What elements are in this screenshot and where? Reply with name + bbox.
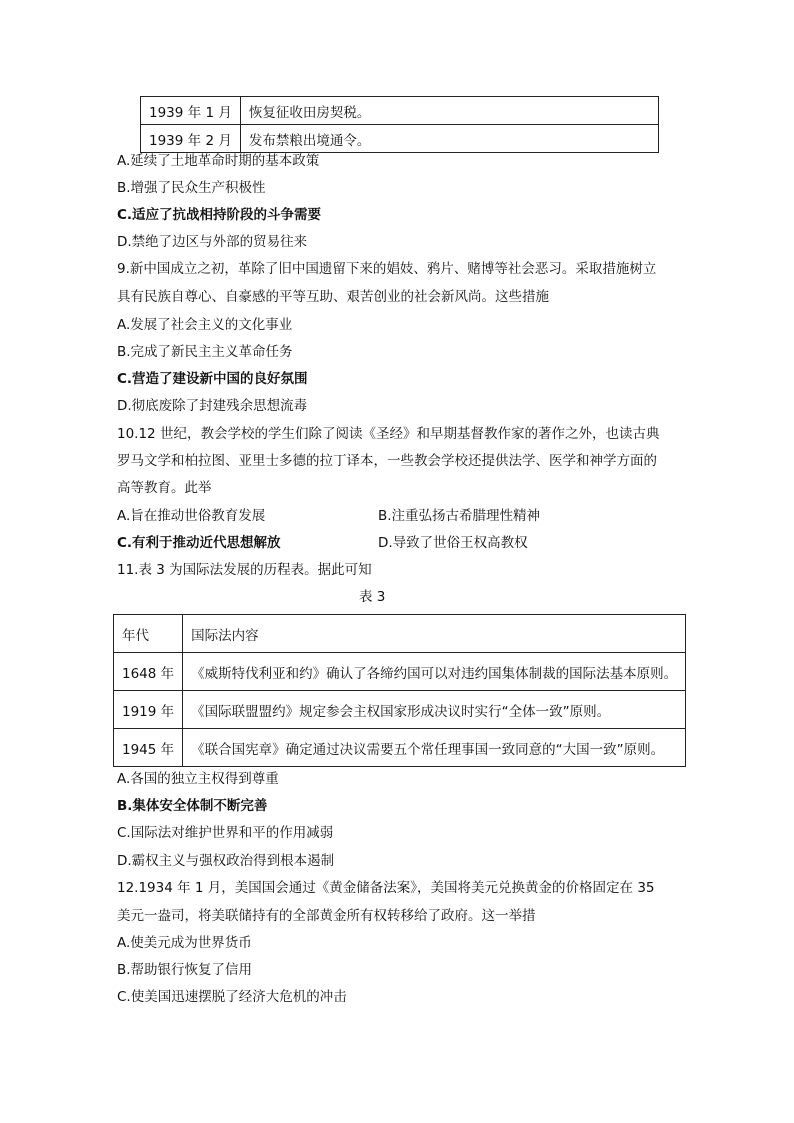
q8-option-b: B.增强了民众生产积极性 — [117, 180, 266, 196]
year-cell: 1945 年 — [114, 729, 183, 767]
q8-option-c: C.适应了抗战相持阶段的斗争需要 — [117, 207, 322, 223]
table-row — [141, 97, 659, 125]
q12-stem-line: 12.1934 年 1 月，美国国会通过《黄金储备法案》，美国将美元兑换黄金的价格固定在 35 — [117, 880, 655, 896]
q12-stem-line: 美元一盎司，将美联储持有的全部黄金所有权转移给了政府。这一举措 — [117, 908, 536, 924]
q12-option-a: A.使美元成为世界货币 — [117, 935, 252, 951]
q11-stem: 11.表 3 为国际法发展的历程表。据此可知 — [117, 562, 372, 578]
year-cell: 1648 年 — [114, 653, 183, 691]
international-law-table — [113, 614, 686, 767]
q10-option-b: B.注重弘扬古希腊理性精神 — [378, 508, 541, 524]
event-cell: 发布禁粮出境通令。 — [240, 125, 658, 153]
year-header: 年代 — [114, 615, 183, 653]
table-caption: 表 3 — [359, 589, 386, 605]
q10-stem-line: 罗马文学和柏拉图、亚里士多德的拉丁译本，一些教会学校还提供法学、医学和神学方面的 — [117, 453, 657, 469]
content-cell: 《国际联盟盟约》规定参会主权国家形成决议时实行“全体一致”原则。 — [183, 691, 686, 729]
content-header: 国际法内容 — [183, 615, 686, 653]
table-header-row — [114, 615, 686, 653]
date-cell: 1939 年 2 月 — [141, 125, 241, 153]
table-row — [114, 729, 686, 767]
q12-option-c: C.使美国迅速摆脱了经济大危机的冲击 — [117, 989, 347, 1005]
q10-stem-line: 10.12 世纪，教会学校的学生们除了阅读《圣经》和早期基督教作家的著作之外，也读古典 — [117, 426, 660, 442]
table-row — [141, 125, 659, 153]
q9-option-a: A.发展了社会主义的文化事业 — [117, 317, 293, 333]
content-cell: 《威斯特伐利亚和约》确认了各缔约国可以对违约国集体制裁的国际法基本原则。 — [183, 653, 686, 691]
q11-option-b: B.集体安全体制不断完善 — [117, 798, 268, 814]
q11-option-a: A.各国的独立主权得到尊重 — [117, 771, 279, 787]
table-row — [114, 691, 686, 729]
q10-stem-line: 高等教育。此举 — [117, 480, 212, 496]
q9-option-b: B.完成了新民主主义革命任务 — [117, 344, 293, 360]
q12-option-b: B.帮助银行恢复了信用 — [117, 962, 253, 978]
q10-option-c: C.有利于推动近代思想解放 — [117, 535, 281, 551]
q9-stem-line: 具有民族自尊心、自豪感的平等互助、艰苦创业的社会新风尚。这些措施 — [117, 289, 549, 305]
q8-option-d: D.禁绝了边区与外部的贸易往来 — [117, 234, 308, 250]
content-cell: 《联合国宪章》确定通过决议需要五个常任理事国一致同意的“大国一致”原则。 — [183, 729, 686, 767]
q9-stem-line: 9.新中国成立之初，革除了旧中国遗留下来的娼妓、鸦片、赌博等社会恶习。采取措施树立 — [117, 261, 657, 277]
q9-option-c: C.营造了建设新中国的良好氛围 — [117, 371, 308, 387]
event-cell: 恢复征收田房契税。 — [240, 97, 658, 125]
q8-option-a: A.延续了土地革命时期的基本政策 — [117, 153, 320, 169]
q9-option-d: D.彻底废除了封建残余思想流毒 — [117, 398, 308, 414]
policy-table — [140, 96, 659, 153]
q11-option-d: D.霸权主义与强权政治得到根本遏制 — [117, 853, 335, 869]
table-row — [114, 653, 686, 691]
q10-option-a: A.旨在推动世俗教育发展 — [117, 508, 266, 524]
q10-option-d: D.导致了世俗王权高教权 — [378, 535, 528, 551]
q11-option-c: C.国际法对维护世界和平的作用减弱 — [117, 825, 334, 841]
date-cell: 1939 年 1 月 — [141, 97, 241, 125]
year-cell: 1919 年 — [114, 691, 183, 729]
